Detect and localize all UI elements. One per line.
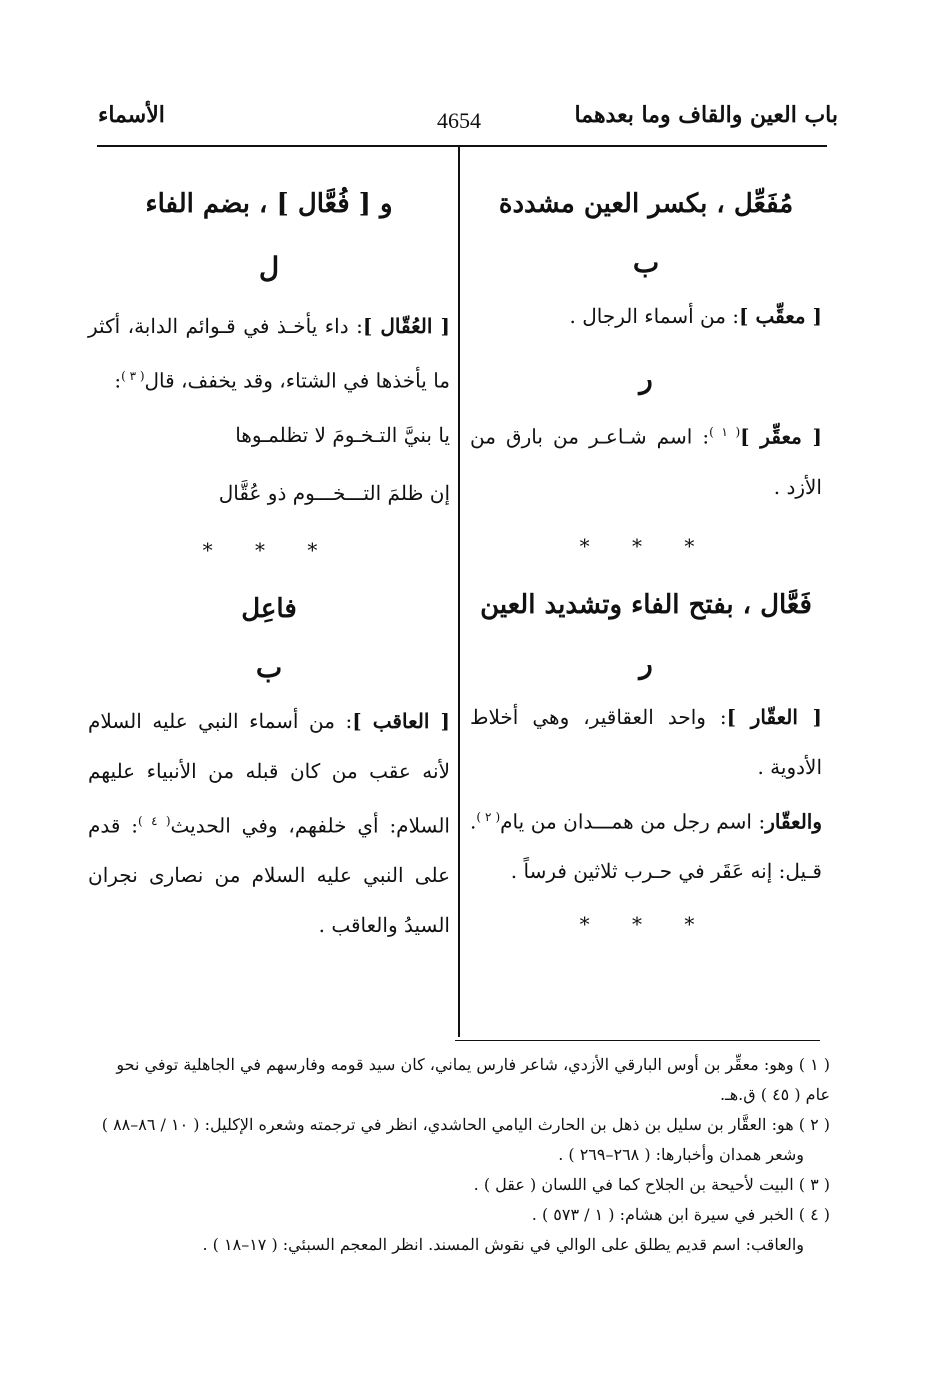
footnote-ref: ( ٤ ) <box>138 813 171 828</box>
section-separator: * * * <box>579 912 713 937</box>
header-rule <box>97 145 827 147</box>
footnote-ref: ( ١ ) <box>709 425 741 439</box>
page-number: 4654 <box>437 108 481 133</box>
entry <box>470 692 822 792</box>
running-header-section: الأسماء <box>98 102 165 128</box>
letter-heading: ب <box>255 650 283 684</box>
entry <box>470 291 822 341</box>
entry-text: : واحد العقاقير، وهي أخلاط الأدوية . <box>470 704 822 779</box>
section-separator: * * * <box>202 537 336 562</box>
footnote-continuation: وشعر همدان وأخبارها: ( ٢٦٨–٢٦٩ ) . <box>558 1145 804 1164</box>
section-heading: و [ فُعَّال ] ، بضم الفاء <box>145 189 393 219</box>
entry-headword: [ العاقب ] <box>352 708 450 733</box>
entry-headword: [ العقّار ] <box>726 704 822 729</box>
verse-line: يا بنيَّ التـخـومَ لا تظلمـوها <box>235 422 450 447</box>
right-column <box>470 165 822 952</box>
entry <box>470 792 822 897</box>
entry-text: : من أسماء الرجال . <box>569 304 740 328</box>
entry-headword: [ معقِّر ] <box>740 424 822 449</box>
entry-headword: والعقّار <box>765 809 823 834</box>
footnote: ( ٣ ) البيت لأحيحة بن الجلاح كما في اللسان ( عقل ) . <box>473 1175 830 1194</box>
entry-text: : <box>114 368 122 393</box>
entry <box>470 407 822 512</box>
running-header-chapter: باب العين والقاف وما بعدهما <box>574 102 838 128</box>
verse-line: إن ظلمَ التـــخـــوم ذو عُقَّال <box>218 480 450 505</box>
section-separator: * * * <box>579 533 713 558</box>
footnote: ( ٢ ) هو: العقَّار بن سليل بن ذهل بن الحارث اليامي الحاشدي، انظر في ترجمته وشعره الإكليل: ( ١٠ / ٨٦–٨٨ ) <box>101 1115 830 1134</box>
entry-headword: [ معقِّب ] <box>739 304 822 328</box>
section-heading: مُفَعِّل ، بكسر العين مشددة <box>498 189 794 219</box>
left-column <box>88 165 450 950</box>
column-divider <box>458 147 460 1037</box>
entry <box>88 301 450 406</box>
entry-headword: [ العُقّال ] <box>362 314 450 338</box>
footnote-rule <box>455 1040 820 1041</box>
section-heading: فَعَّال ، بفتح الفاء وتشديد العين <box>480 589 812 620</box>
entry-text: : من أسماء النبي عليه السلام لأنه عقب من كان قبله من الأنبياء عليهم السلام: أي خلفهم، وفي الحديث <box>88 708 450 838</box>
entry-text: . قـيل: إنه عَقَر في حـرب ثلاثين فرساً . <box>470 809 822 884</box>
entry-text: : اسم شـاعـر من بارق من الأزد . <box>470 424 822 499</box>
footnotes <box>90 1050 830 1260</box>
letter-heading: ر <box>639 646 653 680</box>
footnote-ref: ( ٢ ) <box>476 809 501 824</box>
section-heading: فاعِل <box>241 593 297 624</box>
footnote-continuation: والعاقب: اسم قديم يطلق على الوالي في نقوش المسند. انظر المعجم السبئي: ( ١٧–١٨ ) . <box>202 1235 804 1254</box>
entry <box>88 696 450 951</box>
letter-heading: ر <box>639 362 653 395</box>
entry-text: : داء يأخـذ في قـوائم الدابة، أكثر ما يأخذها في الشتاء، وقد يخفف، قال <box>88 314 450 393</box>
footnote: ( ١ ) وهو: معقِّر بن أوس البارقي الأزدي، شاعر فارس يماني، كان سيد قومه وفارسهم في الجاهلية توفي نحو عام ( ٤٥ ) ق.هـ. <box>116 1055 830 1104</box>
letter-heading: ل <box>258 251 280 284</box>
footnote-ref: ( ٣ ) <box>121 369 145 383</box>
footnote: ( ٤ ) الخبر في سيرة ابن هشام: ( ١ / ٥٧٣ ) . <box>531 1205 830 1224</box>
entry-text: : قدم على النبي عليه السلام من نصارى نجران السيدُ والعاقب . <box>88 813 450 938</box>
letter-heading: ب <box>632 246 660 279</box>
entry-text: : اسم رجل من همـــدان من يام <box>500 809 766 834</box>
